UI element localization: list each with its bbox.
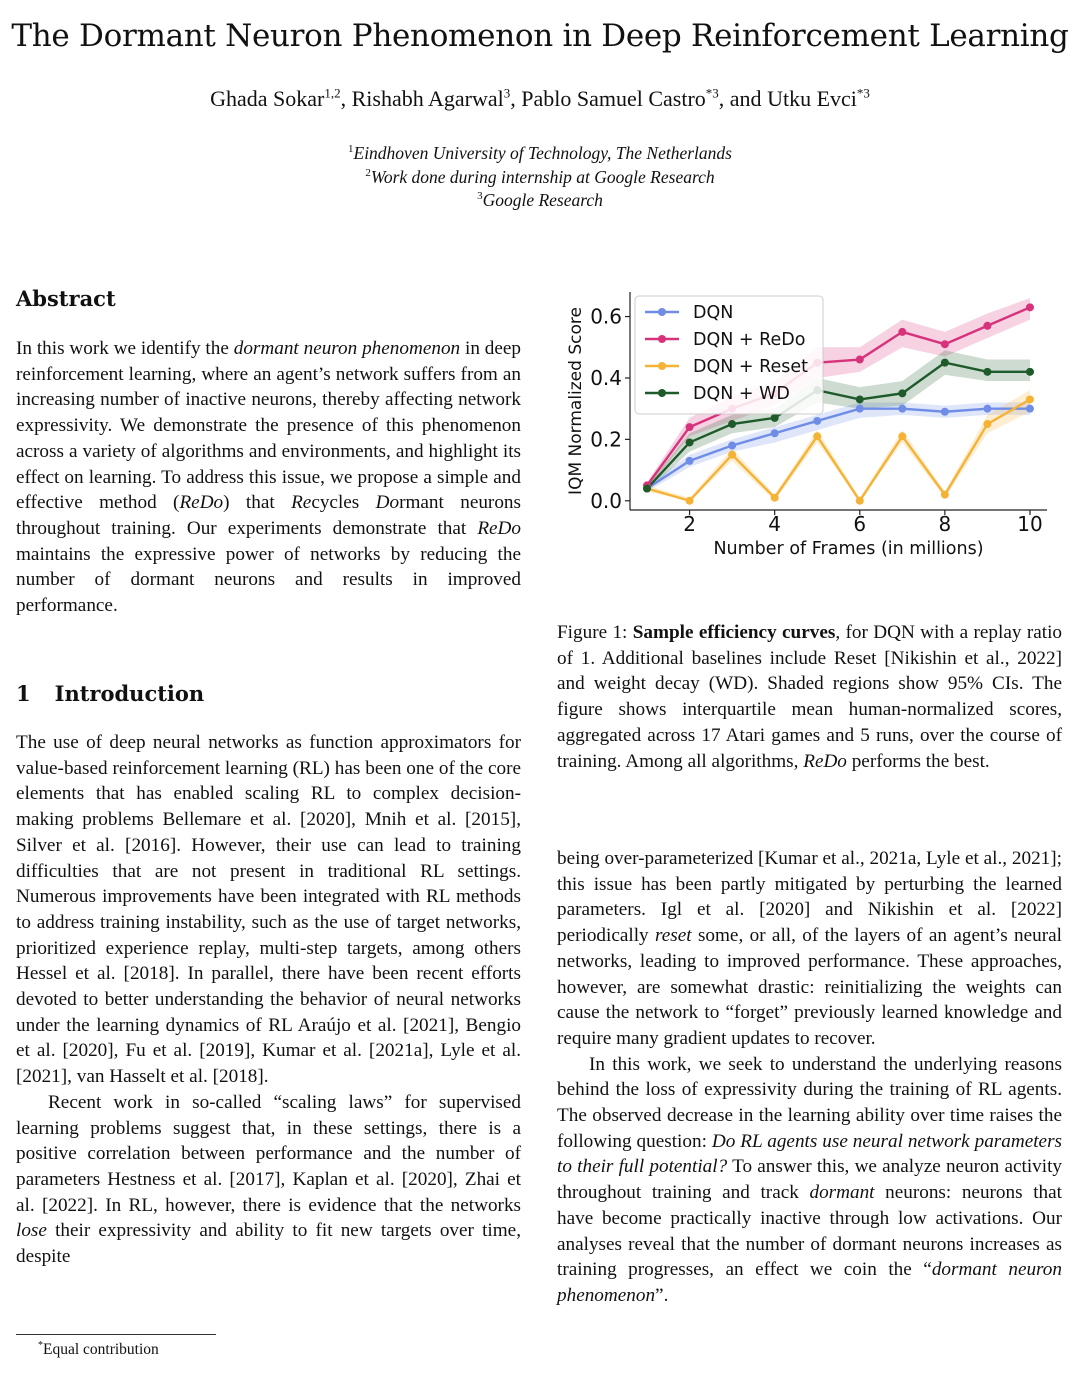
data-point [686, 438, 694, 446]
figure-caption-text: Figure 1: Sample efficiency curves, for DQN with a replay ratio of 1. Additional baselines include Reset [Nikishin et al., 2022] and weight decay (WD). Shaded regions show 95% CIs. The figure shows interquartile mean human-normalized scores, aggregated across 17 Atari games and 5 runs, over the course of training. Among all algorithms, ReDo performs the best. [557, 622, 1062, 772]
x-tick-label: 8 [938, 512, 952, 536]
affiliation-marker: 1 [348, 143, 354, 156]
data-point [1026, 395, 1034, 403]
data-point [771, 429, 779, 437]
data-point [1026, 303, 1034, 311]
x-axis-label: Number of Frames (in millions) [713, 539, 984, 559]
intro-paragraph: The use of deep neural networks as function approximators for value-based reinforcement learning (RL) has been one of the core elements that has enabled scaling RL to complex decision-making problems Bellemare et al. [2020], Mnih et al. [2015], Silver et al. [2016]. However, their use can lead to training difficulties that are not present in traditional RL settings. Numerous improvements have been integrated with RL methods to address training instability, such as the use of target networks, prioritized experience replay, multi-step targets, among others Hessel et al. [2018]. In parallel, there have been recent efforts devoted to better understanding the behavior of neural networks under the learning dynamics of RL Araújo et al. [2021], Bengio et al. [2020], Fu et al. [2019], Kumar et al. [2021a], Lyle et al. [2021], van Hasselt et al. [2018]. [16, 732, 521, 1088]
data-point [941, 491, 949, 499]
data-point [898, 389, 906, 397]
author-name: Rishabh Agarwal [351, 86, 504, 111]
legend-label: DQN + WD [693, 384, 790, 404]
section-title: Introduction [54, 681, 205, 706]
legend-label: DQN [693, 303, 734, 323]
author-affil-marker: 3 [503, 85, 511, 101]
data-point [983, 368, 991, 376]
data-point [686, 497, 694, 505]
data-point [941, 359, 949, 367]
data-point [898, 432, 906, 440]
x-tick-label: 10 [1017, 512, 1043, 536]
intro-heading [16, 681, 204, 706]
author-list: Ghada Sokar$^{1,2}$, Rishabh Agarwal$^3$, Pablo Samuel Castro$^{*3}$, and Utku Evci$^{*3}$ [210, 85, 870, 111]
data-point [856, 356, 864, 364]
y-tick-label: 0.2 [590, 427, 622, 452]
abstract-paragraph: In this work we identify the dormant neuron phenomenon in deep reinforcement learning, where an agent’s network suffers from an increasing number of inactive neurons, thereby affecting network expressivity. We demonstrate the presence of this phenomenon across a variety of algorithms and environments, and highlight its effect on learning. To address this issue, we propose a simple and effective method (ReDo) that Recycles Dormant neurons throughout training. Our experiments demonstrate that ReDo maintains the expressive power of networks by reducing the number of dormant neurons and results in improved performance. [16, 338, 521, 617]
data-point [728, 442, 736, 450]
x-tick-label: 2 [683, 512, 696, 536]
abstract-heading: Abstract [16, 286, 116, 311]
data-point [643, 485, 651, 493]
data-point [983, 322, 991, 330]
data-point [813, 417, 821, 425]
author-name: Utku Evci [767, 86, 857, 111]
body-paragraph: In this work, we seek to understand the underlying reasons behind the loss of expressivity during the training of RL agents. The observed decrease in the learning ability over time raises the following question: Do RL agents use neural network parameters to their full potential? To answer this, we analyze neuron activity throughout training and track dormant neurons: neurons that have become practically inactive through low activations. Our analyses reveal that the number of dormant neurons increases as training progresses, an effect we coin the “dormant neuron phenomenon”. [557, 1053, 1063, 1306]
sample-efficiency-chart [557, 282, 1057, 567]
figure-caption [557, 620, 1062, 774]
affiliation-marker: 3 [477, 190, 483, 203]
paper-title: The Dormant Neuron Phenomenon in Deep Reinforcement Learning [11, 18, 1069, 54]
data-point [856, 405, 864, 413]
data-point [771, 414, 779, 422]
y-tick-label: 0.4 [590, 365, 622, 390]
legend-label: DQN + ReDo [693, 330, 806, 350]
legend-marker [658, 362, 666, 370]
data-point [728, 420, 736, 428]
legend-marker [658, 389, 666, 397]
affiliation-list [0, 142, 1080, 213]
data-point [686, 457, 694, 465]
author-name: Ghada Sokar [210, 86, 325, 111]
data-point [1026, 405, 1034, 413]
data-point [1026, 368, 1034, 376]
intro-paragraph: Recent work in so-called “scaling laws” for supervised learning problems suggest that, in these settings, there is a positive correlation between performance and the number of parameters Hestness et al. [2017], Kaplan et al. [2020], Zhai et al. [2022]. In RL, however, there is evidence that the networks lose their expressivity and ability to fit new targets over time, despite [16, 1091, 521, 1268]
data-point [898, 405, 906, 413]
data-point [771, 494, 779, 502]
author-conjunction: and [729, 86, 762, 111]
data-point [983, 420, 991, 428]
affiliation-marker: 2 [365, 166, 371, 179]
y-tick-label: 0.0 [590, 488, 622, 513]
data-point [856, 497, 864, 505]
affiliation: $^2$Work done during internship at Google Research [365, 166, 715, 187]
intro-body [16, 730, 521, 1270]
footnote-rule [16, 1334, 216, 1335]
data-point [856, 395, 864, 403]
legend-marker [658, 308, 666, 316]
author-affil-marker: 1,2 [324, 85, 341, 101]
x-tick-label: 4 [768, 512, 782, 536]
author-affil-marker: *3 [856, 85, 870, 101]
affiliation: $^3$Google Research [477, 190, 603, 210]
affiliation: $^1$Eindhoven University of Technology, The Netherlands [348, 143, 732, 163]
data-point [813, 432, 821, 440]
x-tick-label: 6 [853, 512, 867, 536]
abstract-body [16, 336, 521, 619]
right-column-body [557, 846, 1062, 1309]
author-affil-marker: *3 [705, 85, 719, 101]
section-number: 1 [16, 681, 31, 706]
chart-legend [635, 296, 823, 414]
body-paragraph: being over-parameterized [Kumar et al., 2021a, Lyle et al., 2021]; this issue has been partly mitigated by perturbing the learned parameters. Igl et al. [2020] and Nikishin et al. [2022] periodically reset some, or all, of the layers of an agent’s neural networks, leading to improved performance. These approaches, however, are somewhat drastic: reinitializing the weights can cause the network to “forget” previously learned knowledge and require many gradient updates to recover. [557, 848, 1062, 1049]
legend-marker [658, 335, 666, 343]
legend-label: DQN + Reset [693, 357, 809, 377]
y-axis-label: IQM Normalized Score [566, 307, 586, 495]
data-point [686, 423, 694, 431]
data-point [728, 451, 736, 459]
footnote: *Equal contribution [38, 1339, 159, 1358]
author-name: Pablo Samuel Castro [521, 86, 706, 111]
footnote-marker: * [38, 1339, 43, 1351]
data-point [983, 405, 991, 413]
data-point [941, 408, 949, 416]
y-tick-label: 0.6 [590, 304, 622, 329]
data-point [898, 328, 906, 336]
data-point [941, 340, 949, 348]
